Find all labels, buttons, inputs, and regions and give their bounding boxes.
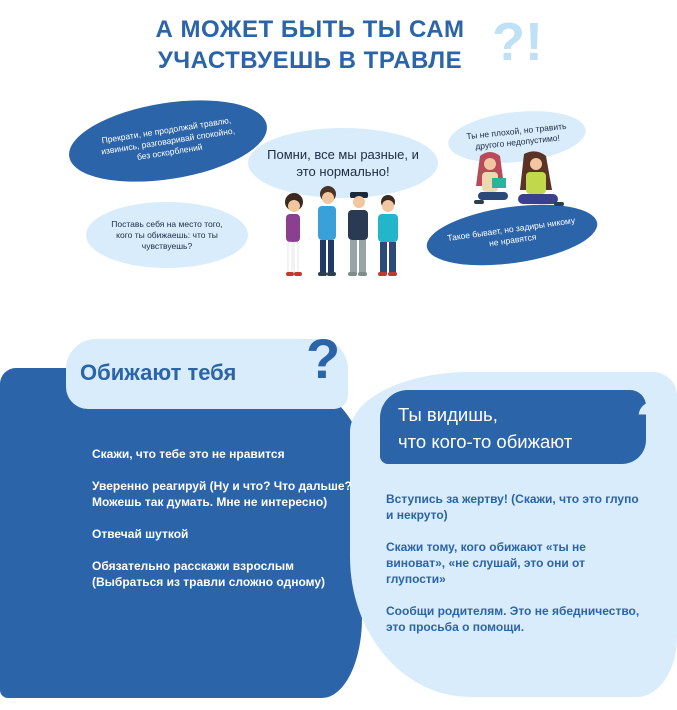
- kid-2-figure: [318, 186, 336, 276]
- girls-reading-illustration: [470, 150, 570, 218]
- kids-group-illustration: [272, 180, 422, 280]
- left-advice-item: Скажи, что тебе это не нравится: [92, 447, 285, 461]
- right-advice-list: [386, 491, 646, 651]
- right-question-icon: ?: [636, 391, 672, 456]
- kid-3-figure: [348, 192, 368, 276]
- bubble-stop-bullying: [63, 88, 272, 194]
- right-panel-heading-line-2: что кого-то обижают: [398, 431, 573, 452]
- left-question-icon: ?: [306, 327, 341, 390]
- left-panel-heading: Обижают тебя: [80, 360, 237, 385]
- right-advice-item: Вступись за жертву! (Скажи, что это глупо и некруто): [386, 492, 639, 522]
- kid-4-figure: [378, 195, 398, 276]
- bubble-put-yourself-text: Поставь себя на место того, кого ты обижаешь: что ты чувствуешь?: [111, 218, 223, 251]
- left-advice-item: Отвечай шуткой: [92, 527, 189, 541]
- left-advice-item: Обязательно расскажи взрослым (Выбраться из травли сложно одному): [92, 559, 326, 589]
- right-advice-item: Скажи тому, кого обижают «ты не виноват», «не слушай, это они от глупости»: [386, 540, 586, 586]
- left-advice-item: Уверенно реагируй (Ну и что? Что дальше? Можешь так думать. Мне не интересно): [92, 479, 352, 509]
- left-advice-list: [92, 446, 352, 606]
- girl-1-figure: [474, 152, 508, 204]
- bubble-stop-bullying-text: Прекрати, не продолжай травлю, извинись, разговаривай спокойно, без оскорблений: [100, 114, 236, 162]
- title-line-1: А МОЖЕТ БЫТЬ ТЫ САМ: [155, 16, 465, 43]
- bubble-happens-text: Такое бывает, но задиры никому не нравятся: [446, 215, 576, 249]
- title-line-2: УЧАСТВУЕШЬ В ТРАВЛЕ: [157, 47, 463, 74]
- bubble-remember-text: Помни, все мы разные, и это нормально!: [267, 147, 419, 179]
- girl-2-figure: [518, 151, 564, 206]
- title-question-exclamation: ?!: [492, 12, 543, 72]
- bubble-put-yourself: [86, 202, 248, 268]
- right-panel-heading-line-1: Ты видишь,: [398, 404, 498, 425]
- bubble-not-bad-text: Ты не плохой, но травить другого недопустимо!: [465, 120, 567, 152]
- right-panel-heading: [398, 401, 572, 455]
- right-advice-item: Сообщи родителям. Это не ябедничество, это просьба о помощи.: [386, 604, 640, 634]
- kid-1-figure: [285, 193, 303, 276]
